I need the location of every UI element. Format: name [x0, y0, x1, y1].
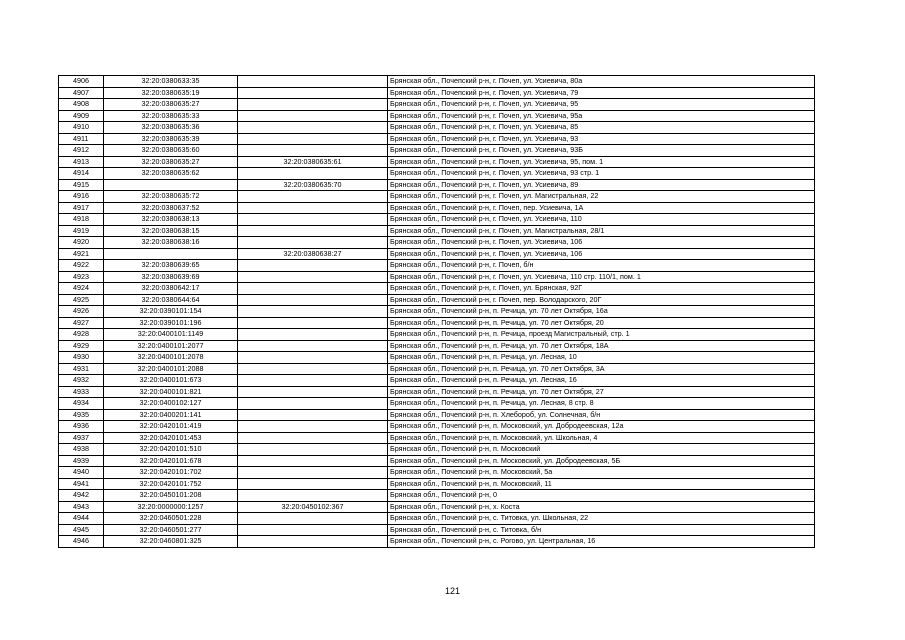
- linked-cadastral-number-cell: 32:20:0380635:61: [238, 156, 388, 168]
- address-cell: Брянская обл., Почепский р-н, г. Почеп, ул. Усиевича, 93Б: [388, 145, 815, 157]
- row-number-cell: 4942: [59, 490, 104, 502]
- table-row: [59, 214, 815, 226]
- row-number-cell: 4908: [59, 99, 104, 111]
- row-number-cell: 4939: [59, 455, 104, 467]
- cadastral-number-cell: 32:20:0420101:453: [104, 432, 238, 444]
- row-number-cell: 4906: [59, 76, 104, 88]
- cadastral-number-cell: [104, 248, 238, 260]
- row-number-cell: 4915: [59, 179, 104, 191]
- cadastral-number-cell: 32:20:0420101:678: [104, 455, 238, 467]
- linked-cadastral-number-cell: [238, 352, 388, 364]
- address-cell: Брянская обл., Почепский р-н, п. Московский, 5а: [388, 467, 815, 479]
- table-row: [59, 271, 815, 283]
- cadastral-number-cell: 32:20:0380637:52: [104, 202, 238, 214]
- row-number-cell: 4910: [59, 122, 104, 134]
- linked-cadastral-number-cell: [238, 260, 388, 272]
- table-row: [59, 145, 815, 157]
- table-row: [59, 294, 815, 306]
- cadastral-number-cell: 32:20:0400101:821: [104, 386, 238, 398]
- table-row: [59, 455, 815, 467]
- row-number-cell: 4945: [59, 524, 104, 536]
- address-cell: Брянская обл., Почепский р-н, п. Хлебороб, ул. Солнечная, б/н: [388, 409, 815, 421]
- address-cell: Брянская обл., Почепский р-н, г. Почеп, пер. Володарского, 20Г: [388, 294, 815, 306]
- table-row: [59, 432, 815, 444]
- linked-cadastral-number-cell: [238, 340, 388, 352]
- cadastral-number-cell: 32:20:0400201:141: [104, 409, 238, 421]
- table-row: [59, 329, 815, 341]
- row-number-cell: 4931: [59, 363, 104, 375]
- linked-cadastral-number-cell: 32:20:0380635:70: [238, 179, 388, 191]
- table-row: [59, 248, 815, 260]
- cadastral-number-cell: 32:20:0400102:127: [104, 398, 238, 410]
- cadastral-number-cell: 32:20:0400101:2077: [104, 340, 238, 352]
- linked-cadastral-number-cell: [238, 317, 388, 329]
- table-row: [59, 202, 815, 214]
- row-number-cell: 4936: [59, 421, 104, 433]
- row-number-cell: 4941: [59, 478, 104, 490]
- address-cell: Брянская обл., Почепский р-н, г. Почеп, ул. Усиевича, 93: [388, 133, 815, 145]
- row-number-cell: 4927: [59, 317, 104, 329]
- address-cell: Брянская обл., Почепский р-н, п. Речица, проезд Магистральный, стр. 1: [388, 329, 815, 341]
- linked-cadastral-number-cell: [238, 513, 388, 525]
- address-cell: Брянская обл., Почепский р-н, г. Почеп, б/н: [388, 260, 815, 272]
- linked-cadastral-number-cell: [238, 478, 388, 490]
- linked-cadastral-number-cell: [238, 225, 388, 237]
- table-row: [59, 513, 815, 525]
- row-number-cell: 4929: [59, 340, 104, 352]
- address-cell: Брянская обл., Почепский р-н, г. Почеп, ул. Брянская, 92Г: [388, 283, 815, 295]
- linked-cadastral-number-cell: [238, 168, 388, 180]
- row-number-cell: 4940: [59, 467, 104, 479]
- address-cell: Брянская обл., Почепский р-н, п. Речица, ул. 70 лет Октября, 20: [388, 317, 815, 329]
- address-cell: Брянская обл., Почепский р-н, г. Почеп, пер. Усиевича, 1А: [388, 202, 815, 214]
- address-cell: Брянская обл., Почепский р-н, п. Московский, ул. Добродеевская, 5Б: [388, 455, 815, 467]
- row-number-cell: 4935: [59, 409, 104, 421]
- table-row: [59, 87, 815, 99]
- table-row: [59, 168, 815, 180]
- linked-cadastral-number-cell: [238, 524, 388, 536]
- address-cell: Брянская обл., Почепский р-н, г. Почеп, ул. Усиевича, 80а: [388, 76, 815, 88]
- linked-cadastral-number-cell: [238, 110, 388, 122]
- cadastral-number-cell: 32:20:0420101:752: [104, 478, 238, 490]
- page-number: 121: [444, 586, 461, 596]
- cadastral-number-cell: 32:20:0390101:196: [104, 317, 238, 329]
- row-number-cell: 4926: [59, 306, 104, 318]
- document-page: [58, 75, 814, 548]
- table-row: [59, 191, 815, 203]
- row-number-cell: 4913: [59, 156, 104, 168]
- cadastral-table: [58, 75, 815, 548]
- cadastral-number-cell: 32:20:0390101:154: [104, 306, 238, 318]
- table-row: [59, 524, 815, 536]
- table-row: [59, 110, 815, 122]
- row-number-cell: 4911: [59, 133, 104, 145]
- address-cell: Брянская обл., Почепский р-н, г. Почеп, ул. Усиевича, 79: [388, 87, 815, 99]
- linked-cadastral-number-cell: [238, 202, 388, 214]
- linked-cadastral-number-cell: [238, 444, 388, 456]
- cadastral-number-cell: 32:20:0380635:72: [104, 191, 238, 203]
- table-row: [59, 386, 815, 398]
- address-cell: Брянская обл., Почепский р-н, г. Почеп, ул. Усиевича, 110 стр. 110/1, пом. 1: [388, 271, 815, 283]
- address-cell: Брянская обл., Почепский р-н, п. Московский, ул. Школьная, 4: [388, 432, 815, 444]
- table-row: [59, 467, 815, 479]
- cadastral-number-cell: 32:20:0460501:277: [104, 524, 238, 536]
- cadastral-number-cell: 32:20:0420101:702: [104, 467, 238, 479]
- cadastral-number-cell: 32:20:0380633:35: [104, 76, 238, 88]
- linked-cadastral-number-cell: [238, 283, 388, 295]
- table-row: [59, 306, 815, 318]
- cadastral-number-cell: 32:20:0380642:17: [104, 283, 238, 295]
- row-number-cell: 4933: [59, 386, 104, 398]
- row-number-cell: 4943: [59, 501, 104, 513]
- linked-cadastral-number-cell: 32:20:0380638:27: [238, 248, 388, 260]
- linked-cadastral-number-cell: [238, 306, 388, 318]
- row-number-cell: 4914: [59, 168, 104, 180]
- cadastral-number-cell: 32:20:0420101:419: [104, 421, 238, 433]
- cadastral-number-cell: 32:20:0380638:13: [104, 214, 238, 226]
- table-row: [59, 317, 815, 329]
- cadastral-number-cell: 32:20:0400101:673: [104, 375, 238, 387]
- cadastral-number-cell: 32:20:0380635:27: [104, 99, 238, 111]
- table-row: [59, 237, 815, 249]
- cadastral-number-cell: 32:20:0460501:228: [104, 513, 238, 525]
- table-row: [59, 76, 815, 88]
- row-number-cell: 4909: [59, 110, 104, 122]
- address-cell: Брянская обл., Почепский р-н, с. Титовка, ул. Школьная, 22: [388, 513, 815, 525]
- address-cell: Брянская обл., Почепский р-н, п. Московский, 11: [388, 478, 815, 490]
- table-row: [59, 340, 815, 352]
- address-cell: Брянская обл., Почепский р-н, п. Речица, ул. Лесная, 8 стр. 8: [388, 398, 815, 410]
- cadastral-number-cell: 32:20:0420101:510: [104, 444, 238, 456]
- table-row: [59, 352, 815, 364]
- address-cell: Брянская обл., Почепский р-н, г. Почеп, ул. Усиевича, 95: [388, 99, 815, 111]
- table-row: [59, 225, 815, 237]
- row-number-cell: 4924: [59, 283, 104, 295]
- row-number-cell: 4930: [59, 352, 104, 364]
- linked-cadastral-number-cell: [238, 409, 388, 421]
- table-row: [59, 363, 815, 375]
- linked-cadastral-number-cell: [238, 133, 388, 145]
- linked-cadastral-number-cell: [238, 87, 388, 99]
- row-number-cell: 4944: [59, 513, 104, 525]
- address-cell: Брянская обл., Почепский р-н, г. Почеп, ул. Магистральная, 22: [388, 191, 815, 203]
- row-number-cell: 4919: [59, 225, 104, 237]
- row-number-cell: 4912: [59, 145, 104, 157]
- linked-cadastral-number-cell: [238, 421, 388, 433]
- cadastral-number-cell: 32:20:0400101:2078: [104, 352, 238, 364]
- address-cell: Брянская обл., Почепский р-н, г. Почеп, ул. Усиевича, 89: [388, 179, 815, 191]
- cadastral-number-cell: 32:20:0450101:208: [104, 490, 238, 502]
- table-row: [59, 133, 815, 145]
- address-cell: Брянская обл., Почепский р-н, г. Почеп, ул. Усиевича, 106: [388, 248, 815, 260]
- address-cell: Брянская обл., Почепский р-н, г. Почеп, ул. Усиевича, 85: [388, 122, 815, 134]
- cadastral-number-cell: 32:20:0380635:27: [104, 156, 238, 168]
- address-cell: Брянская обл., Почепский р-н, г. Почеп, ул. Усиевича, 95а: [388, 110, 815, 122]
- cadastral-number-cell: 32:20:0380635:19: [104, 87, 238, 99]
- address-cell: Брянская обл., Почепский р-н, с. Титовка, б/н: [388, 524, 815, 536]
- row-number-cell: 4916: [59, 191, 104, 203]
- table-row: [59, 444, 815, 456]
- cadastral-number-cell: 32:20:0380644:64: [104, 294, 238, 306]
- cadastral-number-cell: 32:20:0380635:36: [104, 122, 238, 134]
- row-number-cell: 4921: [59, 248, 104, 260]
- linked-cadastral-number-cell: [238, 386, 388, 398]
- row-number-cell: 4934: [59, 398, 104, 410]
- linked-cadastral-number-cell: [238, 76, 388, 88]
- linked-cadastral-number-cell: [238, 237, 388, 249]
- linked-cadastral-number-cell: [238, 398, 388, 410]
- cadastral-number-cell: 32:20:0400101:2088: [104, 363, 238, 375]
- address-cell: Брянская обл., Почепский р-н, с. Рогово, ул. Центральная, 16: [388, 536, 815, 548]
- linked-cadastral-number-cell: [238, 432, 388, 444]
- address-cell: Брянская обл., Почепский р-н, 0: [388, 490, 815, 502]
- row-number-cell: 4938: [59, 444, 104, 456]
- table-row: [59, 409, 815, 421]
- linked-cadastral-number-cell: 32:20:0450102:367: [238, 501, 388, 513]
- table-row: [59, 283, 815, 295]
- cadastral-number-cell: 32:20:0380635:39: [104, 133, 238, 145]
- row-number-cell: 4907: [59, 87, 104, 99]
- table-row: [59, 179, 815, 191]
- table-row: [59, 536, 815, 548]
- table-row: [59, 99, 815, 111]
- cadastral-number-cell: 32:20:0000000:1257: [104, 501, 238, 513]
- table-row: [59, 398, 815, 410]
- address-cell: Брянская обл., Почепский р-н, п. Речица, ул. 70 лет Октября, 16а: [388, 306, 815, 318]
- linked-cadastral-number-cell: [238, 329, 388, 341]
- table-row: [59, 156, 815, 168]
- row-number-cell: 4922: [59, 260, 104, 272]
- address-cell: Брянская обл., Почепский р-н, п. Речица, ул. 70 лет Октября, 18А: [388, 340, 815, 352]
- row-number-cell: 4918: [59, 214, 104, 226]
- row-number-cell: 4920: [59, 237, 104, 249]
- address-cell: Брянская обл., Почепский р-н, п. Речица, ул. Лесная, 10: [388, 352, 815, 364]
- cadastral-number-cell: 32:20:0380639:69: [104, 271, 238, 283]
- address-cell: Брянская обл., Почепский р-н, г. Почеп, ул. Усиевича, 95, пом. 1: [388, 156, 815, 168]
- address-cell: Брянская обл., Почепский р-н, п. Речица, ул. Лесная, 16: [388, 375, 815, 387]
- table-row: [59, 490, 815, 502]
- cadastral-number-cell: 32:20:0380635:62: [104, 168, 238, 180]
- address-cell: Брянская обл., Почепский р-н, г. Почеп, ул. Усиевича, 110: [388, 214, 815, 226]
- linked-cadastral-number-cell: [238, 271, 388, 283]
- row-number-cell: 4925: [59, 294, 104, 306]
- cadastral-number-cell: 32:20:0380635:33: [104, 110, 238, 122]
- table-body: [59, 76, 815, 548]
- linked-cadastral-number-cell: [238, 99, 388, 111]
- row-number-cell: 4946: [59, 536, 104, 548]
- table-row: [59, 421, 815, 433]
- linked-cadastral-number-cell: [238, 122, 388, 134]
- linked-cadastral-number-cell: [238, 455, 388, 467]
- row-number-cell: 4937: [59, 432, 104, 444]
- address-cell: Брянская обл., Почепский р-н, г. Почеп, ул. Магистральная, 28/1: [388, 225, 815, 237]
- linked-cadastral-number-cell: [238, 536, 388, 548]
- cadastral-number-cell: 32:20:0380639:65: [104, 260, 238, 272]
- linked-cadastral-number-cell: [238, 363, 388, 375]
- table-row: [59, 478, 815, 490]
- address-cell: Брянская обл., Почепский р-н, п. Московский: [388, 444, 815, 456]
- address-cell: Брянская обл., Почепский р-н, г. Почеп, ул. Усиевича, 106: [388, 237, 815, 249]
- address-cell: Брянская обл., Почепский р-н, п. Речица, ул. 70 лет Октября, 3А: [388, 363, 815, 375]
- row-number-cell: 4917: [59, 202, 104, 214]
- row-number-cell: 4923: [59, 271, 104, 283]
- row-number-cell: 4928: [59, 329, 104, 341]
- cadastral-number-cell: 32:20:0380635:60: [104, 145, 238, 157]
- cadastral-number-cell: 32:20:0380638:16: [104, 237, 238, 249]
- cadastral-number-cell: [104, 179, 238, 191]
- cadastral-number-cell: 32:20:0400101:1149: [104, 329, 238, 341]
- table-row: [59, 260, 815, 272]
- address-cell: Брянская обл., Почепский р-н, п. Речица, ул. 70 лет Октября, 27: [388, 386, 815, 398]
- table-row: [59, 375, 815, 387]
- cadastral-number-cell: 32:20:0380638:15: [104, 225, 238, 237]
- linked-cadastral-number-cell: [238, 375, 388, 387]
- linked-cadastral-number-cell: [238, 294, 388, 306]
- address-cell: Брянская обл., Почепский р-н, п. Московский, ул. Добродеевская, 12а: [388, 421, 815, 433]
- linked-cadastral-number-cell: [238, 490, 388, 502]
- address-cell: Брянская обл., Почепский р-н, г. Почеп, ул. Усиевича, 93 стр. 1: [388, 168, 815, 180]
- table-row: [59, 122, 815, 134]
- row-number-cell: 4932: [59, 375, 104, 387]
- address-cell: Брянская обл., Почепский р-н, х. Коста: [388, 501, 815, 513]
- linked-cadastral-number-cell: [238, 214, 388, 226]
- linked-cadastral-number-cell: [238, 467, 388, 479]
- table-row: [59, 501, 815, 513]
- linked-cadastral-number-cell: [238, 191, 388, 203]
- cadastral-number-cell: 32:20:0460801:325: [104, 536, 238, 548]
- linked-cadastral-number-cell: [238, 145, 388, 157]
